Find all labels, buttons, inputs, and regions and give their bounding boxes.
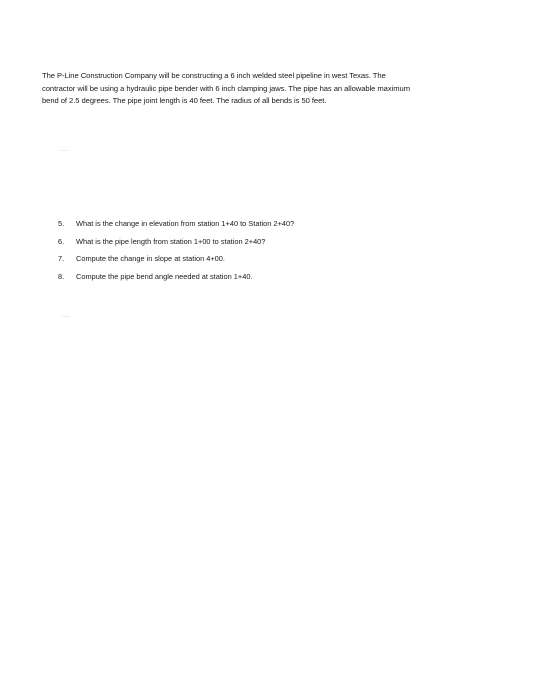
question-item-6 (58, 233, 294, 251)
question-item-8 (58, 268, 294, 286)
problem-statement-line-1: The P-Line Construction Company will be constructing a 6 inch welded steel pipeline in west Texas. The (42, 71, 386, 80)
question-item-5 (58, 215, 294, 233)
question-list (58, 215, 294, 285)
question-number: 7. (58, 254, 65, 263)
question-number: 6. (58, 236, 65, 246)
scan-artifact (62, 316, 70, 317)
question-text: Compute the pipe bend angle needed at station 1+40. (76, 271, 253, 281)
question-text: Compute the change in slope at station 4+00. (76, 254, 225, 263)
question-number: 8. (58, 271, 65, 281)
question-item-7 (58, 250, 294, 268)
problem-statement-line-3: bend of 2.5 degrees. The pipe joint length is 40 feet. The radius of all bends is 50 feet. (42, 96, 327, 105)
problem-statement (42, 70, 512, 108)
question-text: What is the change in elevation from station 1+40 to Station 2+40? (76, 219, 295, 228)
question-number: 5. (58, 219, 65, 228)
scan-artifact (60, 150, 68, 151)
problem-statement-line-2: contractor will be using a hydraulic pipe bender with 6 inch clamping jaws. The pipe has an allowable maximum (42, 83, 410, 93)
question-text: What is the pipe length from station 1+00 to station 2+40? (76, 236, 266, 246)
